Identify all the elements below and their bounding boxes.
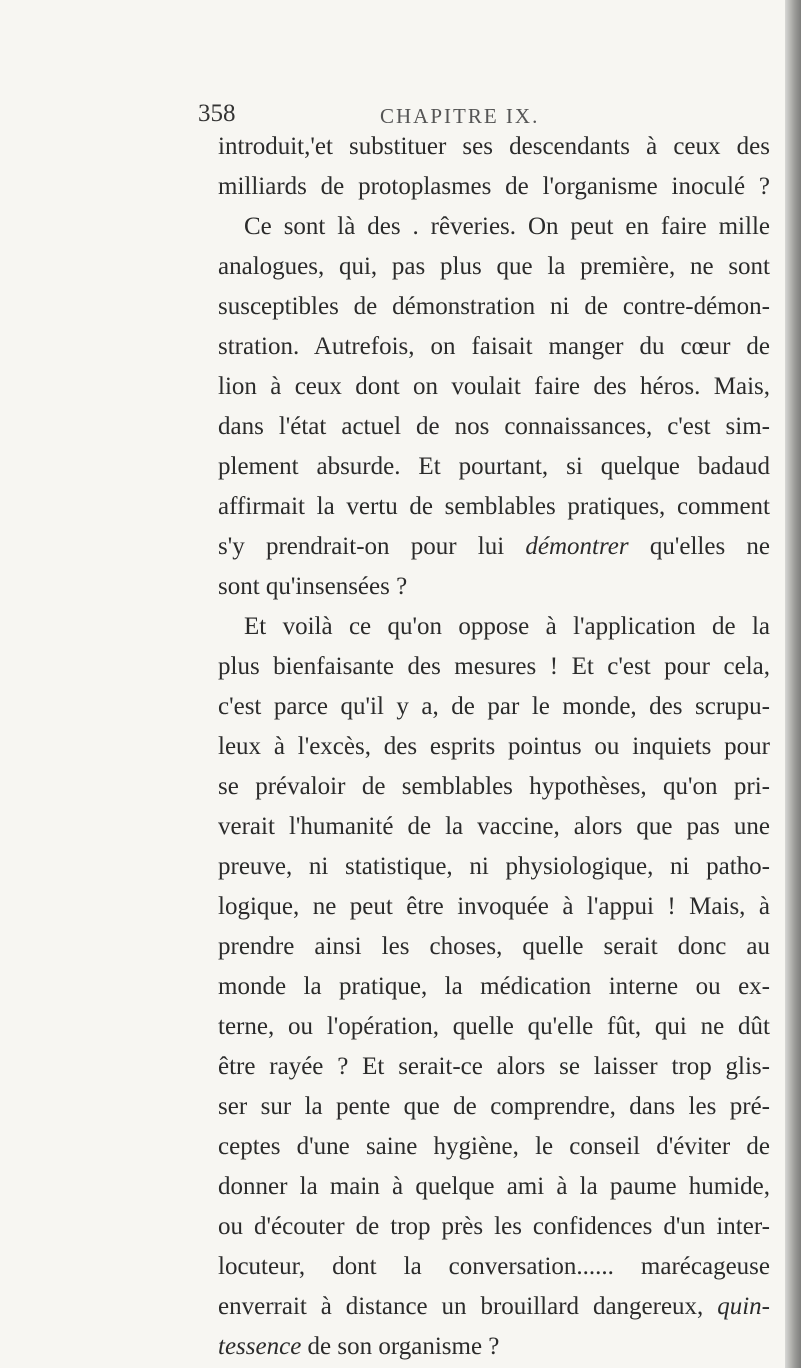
text-line: [218, 927, 770, 967]
body-text: [218, 127, 770, 1367]
text-line-content: verait l'humanité de la vaccine, alors que pas une: [218, 813, 770, 840]
text-line-content: locuteur, dont la conversation...... marécageuse: [218, 1253, 770, 1280]
text-line: [218, 447, 770, 487]
text-line-content: terne, ou l'opération, quelle qu'elle fût, qui ne dût: [218, 1013, 770, 1040]
text-line-content: dans l'état actuel de nos connaissances, c'est sim-: [218, 413, 770, 440]
text-line-content: ceptes d'une saine hygiène, le conseil d'éviter de: [218, 1133, 770, 1160]
text-line: [218, 967, 770, 1007]
italic-word: démontrer: [525, 533, 629, 560]
text-line-content: sont qu'insensées ?: [218, 573, 408, 600]
text-line: [218, 1287, 770, 1327]
text-line-content: Et voilà ce qu'on oppose à l'application de la: [244, 613, 770, 640]
text-line-content: lion à ceux dont on voulait faire des héros. Mais,: [218, 373, 770, 400]
text-line: [218, 1167, 770, 1207]
text-line: [218, 127, 770, 167]
text-line-content: stration. Autrefois, on faisait manger du cœur de: [218, 333, 770, 360]
text-line: [218, 527, 770, 567]
text-line-content: logique, ne peut être invoquée à l'appui ! Mais, à: [218, 893, 770, 920]
text-line: [218, 1007, 770, 1047]
text-line: [218, 247, 770, 287]
text-line: [218, 567, 770, 607]
text-line-content: analogues, qui, pas plus que la première, ne sont: [218, 253, 770, 280]
text-line: [218, 847, 770, 887]
text-line-content: leux à l'excès, des esprits pointus ou inquiets pour: [218, 733, 770, 760]
text-line-content: susceptibles de démonstration ni de contre-démon-: [218, 293, 770, 320]
text-line: [218, 647, 770, 687]
text-line: [218, 887, 770, 927]
text-line: [218, 767, 770, 807]
text-line: [218, 1087, 770, 1127]
text-line: [218, 1047, 770, 1087]
text-line-content: affirmait la vertu de semblables pratiques, comment: [218, 493, 770, 520]
text-line-tail: qu'elles ne: [628, 533, 770, 560]
text-line: [218, 607, 770, 647]
text-line-content: ou d'écouter de trop près les confidences d'un inter-: [218, 1213, 770, 1240]
text-line: [218, 1207, 770, 1247]
text-line-content: introduit,'et substituer ses descendants à ceux des: [218, 133, 770, 160]
text-line: [218, 1327, 770, 1367]
text-line: [218, 327, 770, 367]
text-line-content: prendre ainsi les choses, quelle serait donc au: [218, 933, 770, 960]
text-line: [218, 367, 770, 407]
text-line: [218, 407, 770, 447]
text-line: [218, 1247, 770, 1287]
text-line: [218, 727, 770, 767]
text-line: [218, 287, 770, 327]
text-line: [218, 687, 770, 727]
text-line-content: plus bienfaisante des mesures ! Et c'est pour cela,: [218, 653, 770, 680]
text-line: [218, 807, 770, 847]
text-line-content: donner la main à quelque ami à la paume humide,: [218, 1173, 770, 1200]
text-line-content: monde la pratique, la médication interne ou ex-: [218, 973, 770, 1000]
text-line-tail: de son organisme ?: [301, 1333, 500, 1360]
text-line-content: preuve, ni statistique, ni physiologique, ni patho-: [218, 853, 770, 880]
text-line: [218, 167, 770, 207]
text-line: [218, 207, 770, 247]
text-line-content: s'y prendrait-on pour lui: [218, 533, 526, 560]
text-line: [218, 487, 770, 527]
text-line-content: ser sur la pente que de comprendre, dans les pré-: [218, 1093, 770, 1120]
text-line-content: c'est parce qu'il y a, de par le monde, des scrupu-: [218, 693, 770, 720]
page-edge-shadow: [785, 0, 801, 1368]
text-line: [218, 1127, 770, 1167]
text-line-content: enverrait à distance un brouillard dangereux,: [218, 1293, 718, 1320]
italic-word: tessence: [218, 1333, 302, 1360]
page-number: 358: [198, 100, 236, 127]
text-line-content: plement absurde. Et pourtant, si quelque badaud: [218, 453, 770, 480]
text-line-content: se prévaloir de semblables hypothèses, qu'on pri-: [218, 773, 770, 800]
italic-word: quin-: [717, 1293, 770, 1320]
text-line-content: Ce sont là des . rêveries. On peut en faire mille: [244, 213, 770, 240]
running-head: CHAPITRE IX.: [380, 104, 540, 128]
text-line-content: être rayée ? Et serait-ce alors se laisser trop glis-: [218, 1053, 770, 1080]
text-line-content: milliards de protoplasmes de l'organisme inoculé ?: [218, 173, 770, 200]
